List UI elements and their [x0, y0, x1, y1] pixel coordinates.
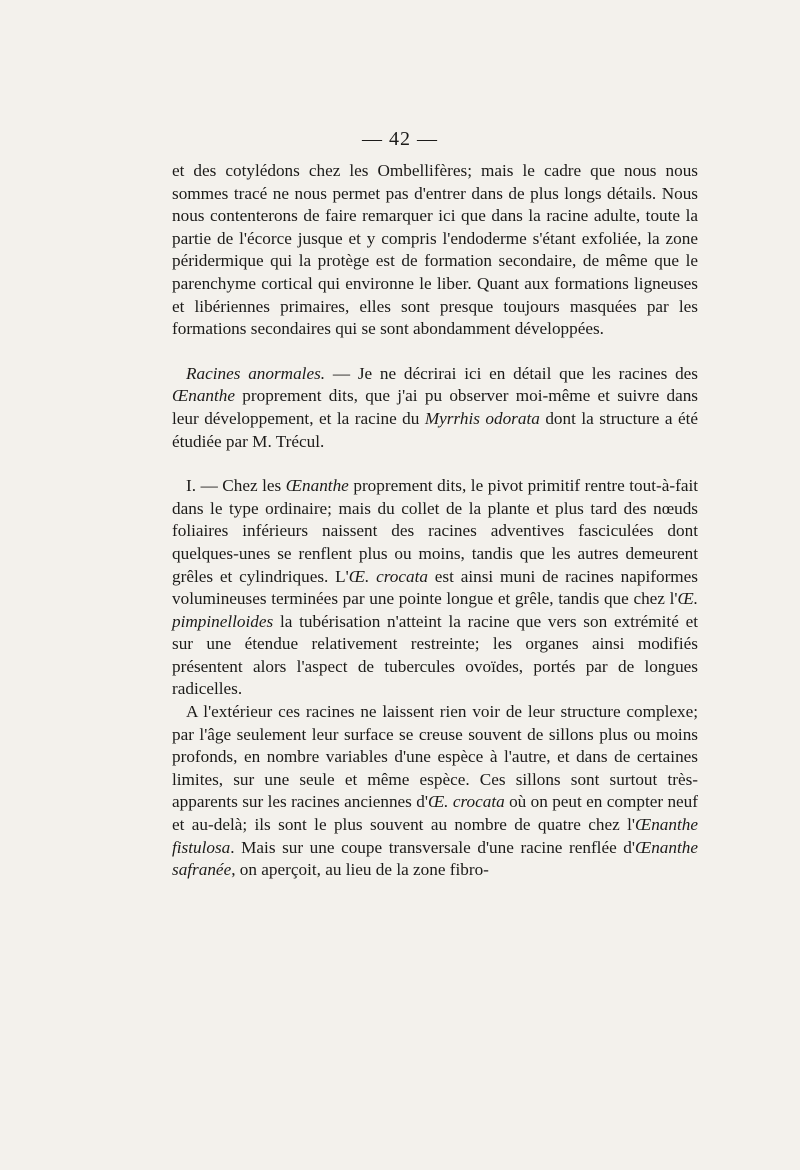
genus-name: Œnanthe	[285, 476, 349, 496]
paragraph-gap	[172, 341, 698, 363]
paragraph-3	[172, 475, 698, 701]
text-run: , on aperçoit, au lieu de la zone fibro-	[231, 860, 489, 880]
section-heading: Racines anormales.	[186, 363, 326, 383]
text-run: . Mais sur une coupe transversale d'une racine renflée d'	[230, 837, 635, 857]
text-run: — Je ne décrirai ici en détail que les racines des	[325, 363, 698, 383]
body-text	[172, 160, 698, 882]
text-run: la tubérisation n'atteint la racine que vers son extrémité et sur une étendue relativement restreinte; les organes ainsi modifiés présentent alors l'aspect de tubercules ovoïdes, portés par de longues radicelles.	[172, 611, 698, 699]
text-run: dont la structure a été étudiée par M. Trécul.	[172, 408, 698, 451]
species-name: Œ. pimpinelloides	[172, 589, 698, 631]
paragraph-2	[172, 363, 698, 453]
paragraph-1: et des cotylédons chez les Ombellifères; mais le cadre que nous nous sommes tracé ne nous permet pas d'entrer dans de plus longs détails. Nous nous contenterons de faire remarquer ici que dans la racine adulte, toute la partie de l'écorce jusque et y compris l'endoderme s'étant exfoliée, la zone péridermique qui la protège est de formation secondaire, de même que le parenchyme cortical qui environne le liber. Quant aux formations ligneuses et libériennes primaires, elles sont presque toujours masquées par les formations secondaires qui se sont abondamment développées.	[172, 161, 698, 339]
text-run: proprement dits, que j'ai pu observer moi-même et suivre dans leur développement, et la racine du	[172, 386, 698, 428]
text-run: proprement dits, le pivot primitif rentre tout-à-fait dans le type ordinaire; mais du collet de la plante et plus tard des nœuds foliaires inférieurs naissent des racines adventives fasciculées dont quelques-unes se renflent plus ou moins, tandis que les autres demeurent grêles et cylindriques. L'	[172, 476, 699, 586]
paragraph-4	[172, 701, 698, 882]
page-number: — 42 —	[362, 128, 438, 150]
text-run: A l'extérieur ces racines ne laissent rien voir de leur structure complexe; par l'âge seulement leur surface se creuse souvent de sillons plus ou moins profonds, en nombre variables d'une espèce à l'autre, et dans de certaines limites, sur une seule et même espèce. Ces sillons sont surtout très-apparents sur les racines anciennes d'	[172, 702, 698, 812]
text-run: est ainsi muni de racines napiformes volumineuses terminées par une pointe longue et grêle, tandis que chez l'	[172, 566, 698, 609]
text-run: où on peut en compter neuf et au-delà; ils sont le plus souvent au nombre de quatre chez l'	[172, 792, 699, 835]
species-name: Œnanthe safranée	[172, 837, 698, 880]
species-name: Myrrhis odorata	[424, 408, 540, 428]
paragraph-gap	[172, 453, 698, 475]
text-run: I. — Chez les	[186, 476, 286, 496]
genus-name: Œnanthe	[172, 386, 236, 406]
species-name: Œ. crocata	[348, 566, 428, 586]
species-name: Œ. crocata	[427, 792, 505, 812]
species-name: Œnanthe fistulosa	[172, 815, 698, 857]
